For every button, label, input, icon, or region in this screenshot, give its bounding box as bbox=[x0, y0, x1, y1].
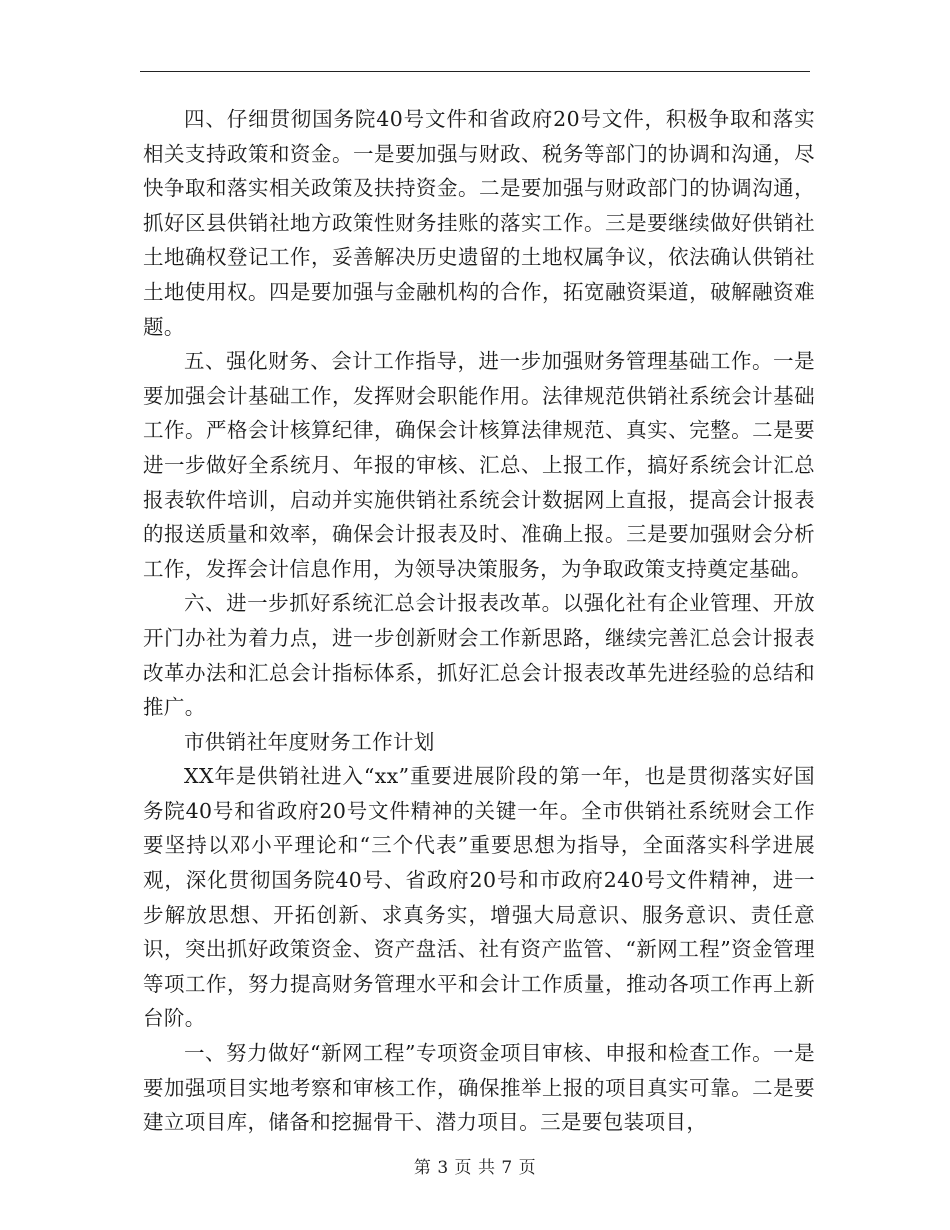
intro-paragraph: XX年是供销社进入“xx”重要进展阶段的第一年，也是贯彻落实好国务院40号和省政府20号文件精神的关键一年。全市供销社系统财会工作要坚持以邓小平理论和“三个代表”重要思想为指导，全面落实科学进展观，深化贯彻国务院40号、省政府20号和市政府240号文件精神，进一步解放思想、开拓创新、求真务实，增强大局意识、服务意识、责任意识，突出抓好政策资金、资产盘活、社有资产监管、“新网工程”资金管理等项工作，努力提高财务管理水平和会计工作质量，推动各项工作再上新台阶。 bbox=[143, 764, 815, 1031]
paragraph-item-1: 一、努力做好“新网工程”专项资金项目审核、申报和检查工作。一是要加强项目实地考察和审核工作，确保推举上报的项目真实可靠。二是要建立项目库，储备和挖掘骨干、潜力项目。三是要包装项目， bbox=[143, 1041, 815, 1135]
paragraph-item-4: 四、仔细贯彻国务院40号文件和省政府20号文件，积极争取和落实相关支持政策和资金。一是要加强与财政、税务等部门的协调和沟通，尽快争取和落实相关政策及扶持资金。二是要加强与财政部门的协调沟通，抓好区县供销社地方政策性财务挂账的落实工作。三是要继续做好供销社土地确权登记工作，妥善解决历史遗留的土地权属争议，依法确认供销社土地使用权。四是要加强与金融机构的合作，拓宽融资渠道，破解融资难题。 bbox=[143, 107, 815, 339]
header-rule bbox=[140, 71, 810, 72]
section-title: 市供销社年度财务工作计划 bbox=[184, 729, 435, 754]
page-footer: 第 3 页 共 7 页 bbox=[413, 1158, 537, 1178]
document-body bbox=[143, 102, 815, 1140]
paragraph-item-5: 五、强化财务、会计工作指导，进一步加强财务管理基础工作。一是要加强会计基础工作，发挥财会职能作用。法律规范供销社系统会计基础工作。严格会计核算纪律，确保会计核算法律规范、真实、完整。二是要进一步做好全系统月、年报的审核、汇总、上报工作，搞好系统会计汇总报表软件培训，启动并实施供销社系统会计数据网上直报，提高会计报表的报送质量和效率，确保会计报表及时、准确上报。三是要加强财会分析工作，发挥会计信息作用，为领导决策服务，为争取政策支持奠定基础。 bbox=[143, 349, 815, 581]
paragraph-item-6: 六、进一步抓好系统汇总会计报表改革。以强化社有企业管理、开放开门办社为着力点，进一步创新财会工作新思路，继续完善汇总会计报表改革办法和汇总会计指标体系，抓好汇总会计报表改革先进经验的总结和推广。 bbox=[143, 591, 815, 720]
